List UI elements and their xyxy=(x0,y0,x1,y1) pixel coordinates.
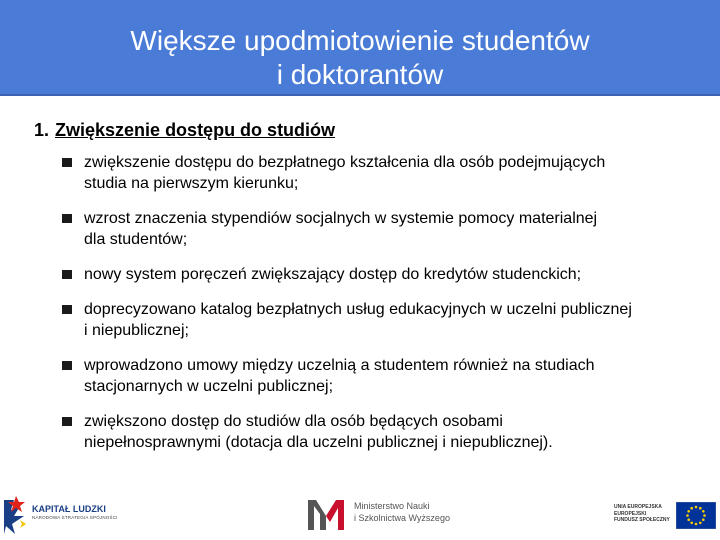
ministry-name-line1: Ministerstwo Nauki xyxy=(354,501,430,511)
bullet-line1: wzrost znaczenia stypendiów socjalnych w systemie pomocy materialnej xyxy=(84,210,598,227)
bullet-item xyxy=(62,152,682,194)
bullet-line1: nowy system poręczeń zwiększający dostęp do kredytów studenckich; xyxy=(84,266,582,283)
slide-title-line2: i doktorantów xyxy=(276,59,444,90)
footer-logos xyxy=(0,488,720,540)
kapital-ludzki-logo xyxy=(2,494,122,534)
ministry-name-line2: i Szkolnictwa Wyższego xyxy=(354,513,450,523)
bullet-line1: zwiększenie dostępu do bezpłatnego kształcenia dla osób podejmujących xyxy=(84,154,606,171)
square-bullet-icon xyxy=(62,417,72,426)
bullet-item xyxy=(62,264,682,285)
eu-line2: EUROPEJSKI xyxy=(614,510,647,517)
section-number: 1. xyxy=(34,120,50,140)
square-bullet-icon xyxy=(62,214,72,223)
title-banner xyxy=(0,0,720,96)
square-bullet-icon xyxy=(62,305,72,314)
bullet-list xyxy=(62,152,682,467)
eu-line3: FUNDUSZ SPOŁECZNY xyxy=(614,517,670,523)
kapital-ludzki-subtitle: NARODOWA STRATEGIA SPÓJNOŚCI xyxy=(32,515,118,520)
bullet-line1: wprowadzono umowy między uczelnią a studentem również na studiach xyxy=(84,357,595,374)
section-heading-text: Zwiększenie dostępu do studiów xyxy=(55,120,336,140)
bullet-item xyxy=(62,411,682,453)
eu-flag-icon xyxy=(676,502,716,529)
bullet-line2: studia na pierwszym kierunku; xyxy=(84,175,299,192)
eu-line1: UNIA EUROPEJSKA xyxy=(614,504,662,510)
bullet-item xyxy=(62,299,682,341)
square-bullet-icon xyxy=(62,270,72,279)
kapital-ludzki-star-icon xyxy=(2,494,28,534)
slide-title-line1: Większe upodmiotowienie studentów xyxy=(130,25,590,56)
bullet-line2: stacjonarnych w uczelni publicznej; xyxy=(84,378,334,395)
bullet-line1: zwiększono dostęp do studiów dla osób będących osobami xyxy=(84,413,503,430)
kapital-ludzki-name: KAPITAŁ LUDZKI xyxy=(32,504,106,514)
bullet-item xyxy=(62,208,682,250)
bullet-line2: niepełnosprawnymi (dotacja dla uczelni publicznej i niepublicznej). xyxy=(84,434,553,451)
slide-title xyxy=(0,24,720,92)
square-bullet-icon xyxy=(62,158,72,167)
ministry-mn-icon xyxy=(306,498,346,530)
square-bullet-icon xyxy=(62,361,72,370)
bullet-line1: doprecyzowano katalog bezpłatnych usług edukacyjnych w uczelni publicznej xyxy=(84,301,632,318)
bullet-line2: i niepublicznej; xyxy=(84,322,189,339)
eu-logo xyxy=(614,502,718,532)
bullet-item xyxy=(62,355,682,397)
ministry-logo xyxy=(306,494,456,534)
bullet-line2: dla studentów; xyxy=(84,231,188,248)
section-heading xyxy=(34,119,335,141)
